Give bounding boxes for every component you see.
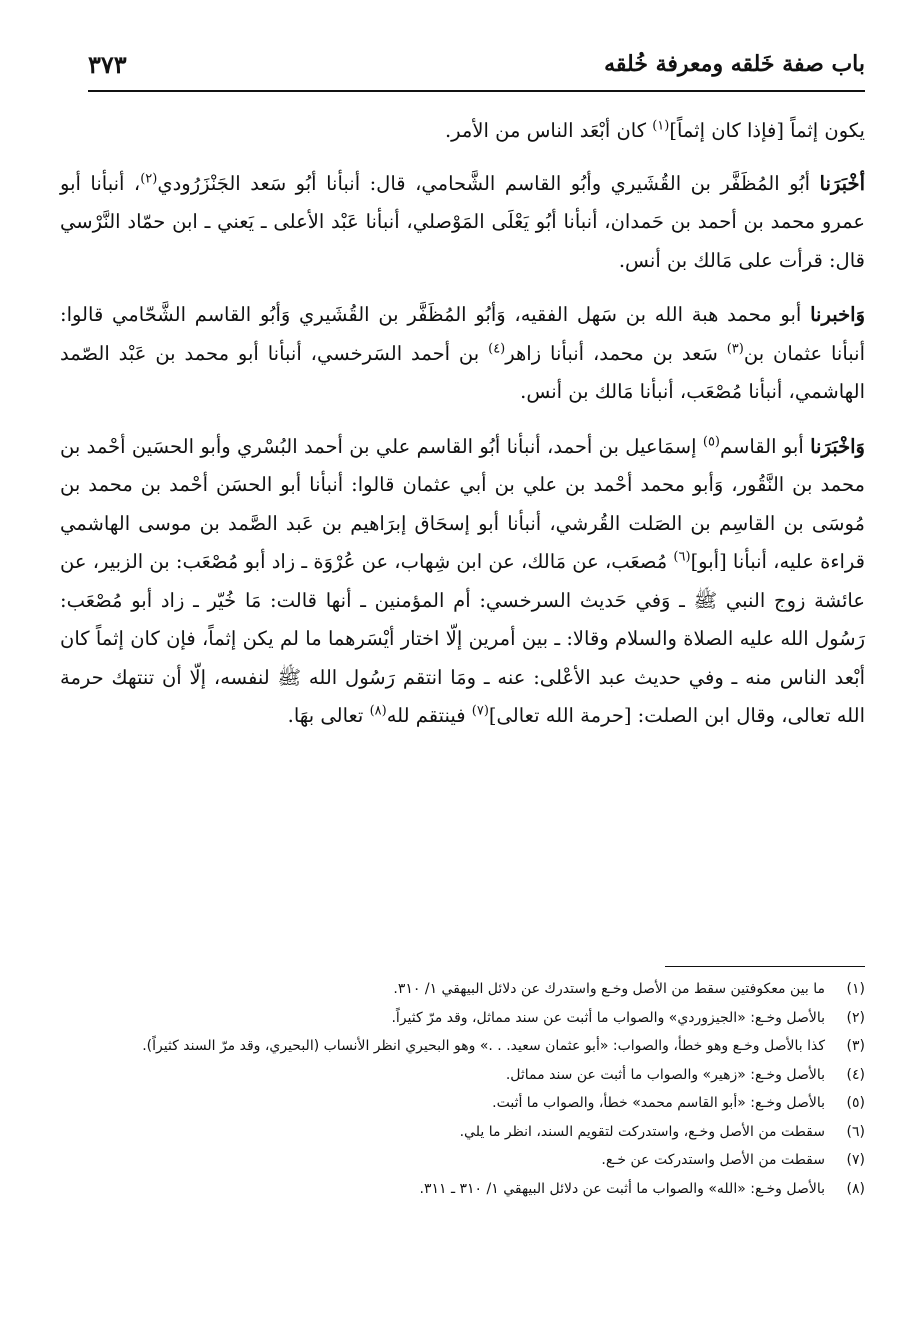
footnote [60,1118,865,1147]
footnote-text: سقطت من الأصل وخـع، واستدركت لتقويم السند، انظر ما يلي. [459,1123,825,1140]
footnote-number: (٨) [846,1180,865,1197]
footnote-text: كذا بالأصل وخـع وهو خطأ، والصواب: «أبو عثمان سعيد. . .» وهو البحيري انظر الأنساب (البحيري، وقد مرّ السند كثيراً). [142,1038,825,1054]
paragraph-2 [60,165,865,281]
footnote-number: (٢) [846,1009,865,1026]
page-header [88,38,865,92]
footnotes [60,975,865,1203]
footnote [60,1146,865,1175]
text-segment: ، أنبأنا أبو عمرو محمد بن أحمد بن حَمدان، أنبأنا أبُو يَعْلَى المَوْصلي، أنبأنا عَبْد الأعلى ـ يَعني ـ ابن حمّاد النَّرْسي قال: قرأت على مَالك بن أنس. [60,171,865,272]
text-segment: مُصعَب، عن مَالك، عن ابن شِهاب، عن عُرْوَة ـ زاد أبو مُصْعَب: بن الزبير، عن عائشة زوج النبي ﷺ ـ وَفي حَديث السرخسي: أم المؤمنين ـ أنها قالت: مَا خُيّر ـ زاد أبو مُصْعَب: رَسُول الله عليه الصلاة والسلام وقالا: ـ بين أمرين إلّا اختار أيْسَرهما ما لم يكن إثماً، فإن كان إثماً كان أبْعد الناس منه ـ وفي حديث عبد الأعْلى: عنه ـ ومَا انتقم رَسُول الله ﷺ لنفسه، إلّا أن تنتهك حرمة الله تعالى، وقال ابن الصلت: [حرمة الله تعالى] [60,550,865,727]
footnote-number: (٧) [846,1152,865,1168]
footnote [60,1175,865,1204]
paragraph-4 [60,428,865,736]
footnote-text: بالأصل وخـع: «أبو القاسم محمد» خطأ، والصواب ما أثبت. [492,1095,825,1111]
footnote-text: بالأصل وخـع: «زهير» والصواب ما أثبت عن سند مماثل. [505,1066,825,1083]
paragraph-lead-word: وَاخْبَرَنا [810,434,865,458]
running-title: باب صفة خَلقه ومعرفة خُلقه [604,51,865,77]
footnote-text: سقطت من الأصل واستدركت عن خـع. [601,1152,825,1168]
footnote-reference[interactable]: (٣) [726,341,744,356]
footnote [60,1032,865,1061]
page-number: ٣٧٣ [88,49,127,79]
text-segment: أبو محمد هبة الله بن سَهل الفقيه، وَأبُو المُظَفَّر بن القُشَيري وَأبُو القاسم الشَّحّامي قالوا: أنبأنا عثمان بن [60,303,866,365]
text-segment: فينتقم لله [386,704,472,727]
text-segment: بن أحمد السَرخسي، أنبأنا أبو محمد بن عَبْد الصّمد الهاشمي، أنبأنا مُصْعَب، أنبأنا مَالك بن أنس. [60,341,865,403]
footnote-number: (١) [846,981,865,997]
footnote-text: بالأصل وخـع: «الجيزوردي» والصواب ما أثبت عن سند مماثل، وقد مرّ كثيراً. [391,1009,825,1026]
text-segment: كان أبْعَد الناس من الأمر. [444,119,653,142]
footnote-reference[interactable]: (٥) [702,434,720,449]
paragraph-lead-word: أخْبَرَنا [819,171,865,195]
footnote-reference[interactable]: (١) [652,118,670,134]
footnote-text: ما بين معكوفتين سقط من الأصل وخـع واستدرك عن دلائل البيهقي ١/ ٣١٠. [393,981,825,997]
footnote [60,1061,865,1090]
footnote-number: (٦) [846,1123,865,1140]
text-segment: يكون إثماً [فإذا كان إثماً] [669,119,865,142]
footnote-separator [665,966,865,967]
text-segment: أبو القاسم [720,434,811,458]
paragraph-1 [60,112,865,151]
text-segment: تعالى بهَا. [287,704,370,727]
paragraph-3 [60,296,865,412]
footnote-number: (٤) [846,1066,865,1083]
footnote-reference[interactable]: (٧) [471,703,489,719]
paragraph-lead-word: وَاخبرنا [810,303,865,326]
text-segment: أبُو المُظَفَّر بن القُشَيري وأبُو القاسم الشَّحامي، قال: أنبأنا أبُو سَعد الجَنْزَرُودي [157,171,820,195]
footnote-reference[interactable]: (٢) [140,171,158,186]
text-segment: سَعد بن محمد، أنبأنا زاهر [505,341,727,365]
footnote [60,975,865,1004]
footnote-reference[interactable]: (٨) [369,703,387,719]
footnote-number: (٥) [846,1095,865,1111]
text-segment: إسمَاعيل بن أحمد، أنبأنا أبُو القاسم علي بن أحمد البُسْري وأبو الحسَين أحْمد بن محمد بن النَّقُور، وَأبو محمد أحْمد بن علي بن أبي عثمان قالوا: أنبأنا أبو الحسَن أحْمد بن محمد بن مُوسَى بن القاسِم بن الصَلت القُرشي، أنبأنا أبو إسحَاق إبرَاهيم بن عَبد الصَّمد بن موسى الهاشمي قراءة عليه، أنبأنا [أبو] [60,434,866,573]
footnote-number: (٣) [846,1038,865,1054]
footnote-reference[interactable]: (٦) [673,549,691,565]
footnote-reference[interactable]: (٤) [488,341,506,356]
footnote [60,1089,865,1118]
main-text [60,112,865,752]
footnote [60,1004,865,1033]
footnote-text: بالأصل وخـع: «الله» والصواب ما أثبت عن دلائل البيهقي ١/ ٣١٠ ـ ٣١١. [419,1180,825,1197]
